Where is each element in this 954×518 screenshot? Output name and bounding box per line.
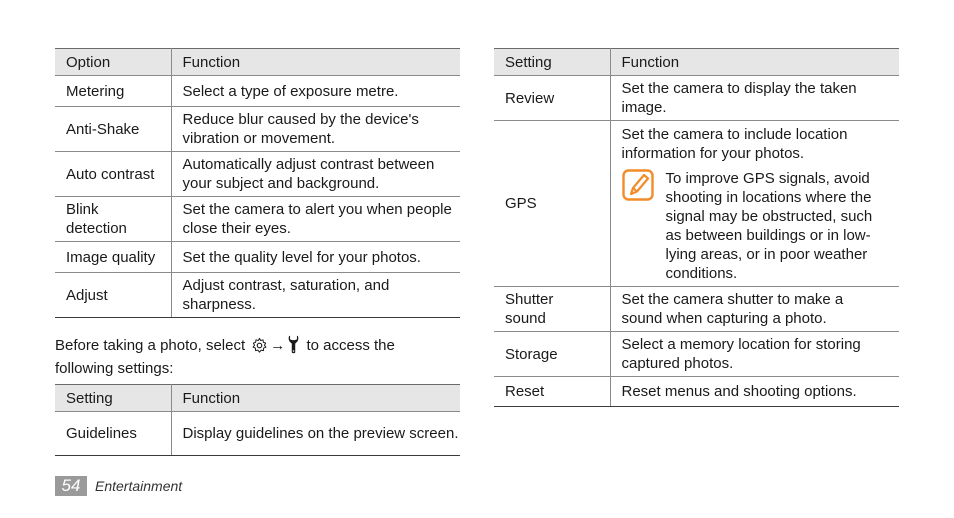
table-row <box>55 412 460 456</box>
option-cell: Metering <box>55 76 171 107</box>
column-header-function: Function <box>610 49 899 76</box>
table-header-row <box>55 49 460 76</box>
setting-cell: Storage <box>494 332 610 377</box>
instruction-after: to access the following settings: <box>55 337 395 377</box>
table-row <box>55 107 460 152</box>
wrench-icon <box>287 335 300 359</box>
setting-cell: Review <box>494 76 610 121</box>
setting-cell: Reset <box>494 377 610 407</box>
option-cell: Blink detection <box>55 197 171 242</box>
instruction-before: Before taking a photo, select <box>55 337 246 354</box>
section-name: Entertainment <box>95 477 183 494</box>
table-row <box>494 76 899 121</box>
arrow-glyph: → <box>270 337 286 354</box>
table-row <box>55 152 460 197</box>
table-row <box>494 121 899 287</box>
gps-note-text: To improve GPS signals, avoid shooting in locations where the signal may be obstructed, such as between buildings or in low-lying areas, or in poor weather conditions. <box>665 169 873 282</box>
gps-note <box>622 169 900 283</box>
note-pencil-icon <box>622 169 656 203</box>
setting-cell: Shutter sound <box>494 287 610 332</box>
setting-cell: Guidelines <box>55 412 171 456</box>
table-row <box>494 332 899 377</box>
settings-gear-icon <box>251 337 268 359</box>
option-cell: Adjust <box>55 273 171 318</box>
option-cell: Auto contrast <box>55 152 171 197</box>
settings-table-main <box>494 48 899 407</box>
gps-function-text: Set the camera to include location information for your photos. <box>621 125 848 162</box>
function-cell: Reduce blur caused by the device's vibration or movement. <box>171 107 460 152</box>
table-row <box>55 273 460 318</box>
table-row <box>494 287 899 332</box>
table-row <box>55 76 460 107</box>
function-cell: Adjust contrast, saturation, and sharpness. <box>171 273 460 318</box>
function-cell: Set the camera shutter to make a sound when capturing a photo. <box>610 287 899 332</box>
table-row <box>494 377 899 407</box>
column-header-setting: Setting <box>55 385 171 412</box>
page-footer <box>55 476 182 496</box>
function-cell: Set the quality level for your photos. <box>171 242 460 273</box>
function-cell: Select a memory location for storing captured photos. <box>610 332 899 377</box>
settings-table-guidelines <box>55 384 460 456</box>
table-row <box>55 242 460 273</box>
option-cell: Image quality <box>55 242 171 273</box>
function-cell: Display guidelines on the preview screen. <box>171 412 460 456</box>
setting-cell: GPS <box>494 121 610 287</box>
function-cell: Set the camera to display the taken image. <box>610 76 899 121</box>
function-cell-gps <box>610 121 899 287</box>
column-header-function: Function <box>171 49 460 76</box>
table-row <box>55 197 460 242</box>
column-header-option: Option <box>55 49 171 76</box>
function-cell: Reset menus and shooting options. <box>610 377 899 407</box>
function-cell: Automatically adjust contrast between your subject and background. <box>171 152 460 197</box>
instruction-text <box>55 335 445 378</box>
page-number: 54 <box>55 476 87 496</box>
function-cell: Set the camera to alert you when people close their eyes. <box>171 197 460 242</box>
options-table <box>55 48 460 318</box>
option-cell: Anti-Shake <box>55 107 171 152</box>
function-cell: Select a type of exposure metre. <box>171 76 460 107</box>
table-header-row <box>494 49 899 76</box>
column-header-function: Function <box>171 385 460 412</box>
table-header-row <box>55 385 460 412</box>
column-header-setting: Setting <box>494 49 610 76</box>
